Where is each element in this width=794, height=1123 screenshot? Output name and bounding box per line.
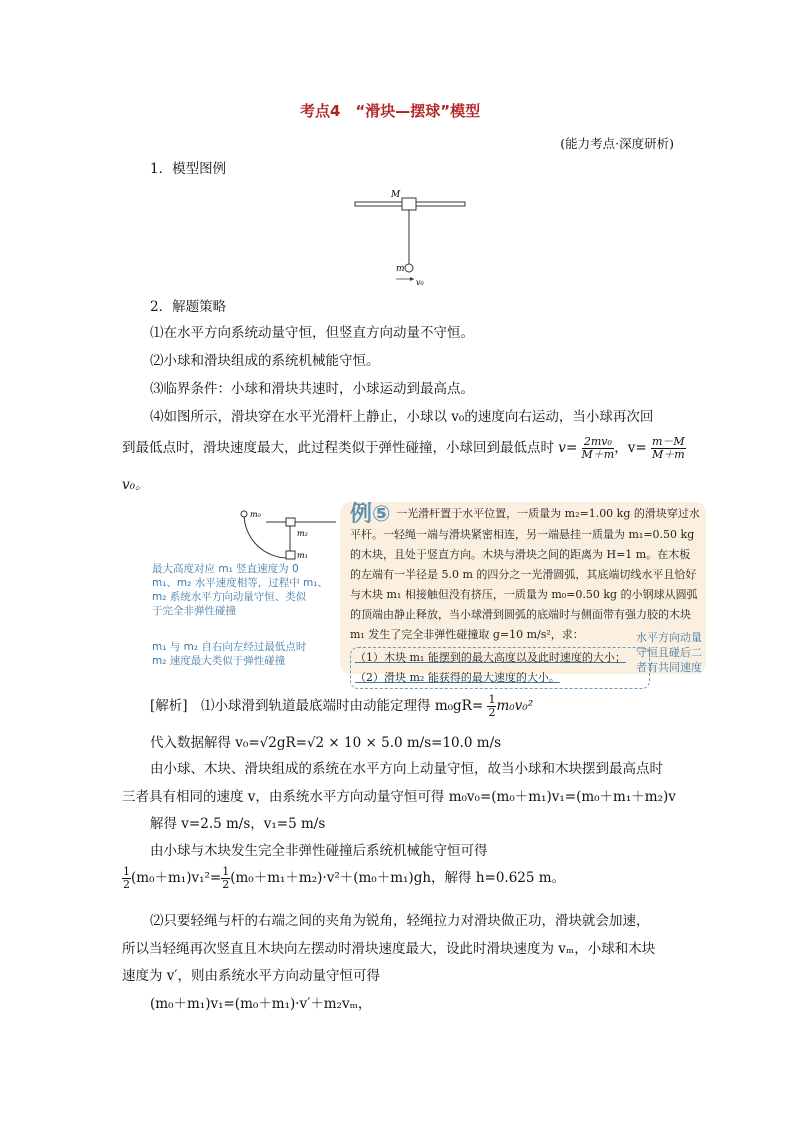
- solution-line-9: 所以当轻绳再次竖直且木块向左摆动时滑块速度最大，设此时滑块速度为 vₘ，小球和木块: [122, 941, 656, 957]
- strategy-4-text: 到最低点时，滑块速度最大，此过程类似于弹性碰撞，小球回到最低点时: [122, 440, 559, 456]
- section-model-figure: 1．模型图例: [150, 161, 227, 177]
- solution-line-11: (m₀＋m₁)v₁=(m₀＋m₁)·v′＋m₂vₘ，: [150, 996, 372, 1012]
- strategy-1: ⑴在水平方向系统动量守恒，但竖直方向动量不守恒。: [150, 325, 474, 341]
- solution-line-7: $\frac{1}{2}$ (m₀＋m₁)v₁²= $\frac{1}{2}$ (m₀＋m₁＋m₂)·v²＋(m₀＋m₁)gh，解得 h=0.625 m。: [123, 865, 566, 891]
- handwritten-note-3: 水平方向动量 守恒且碰后二 者有共同速度: [636, 631, 702, 674]
- solution-line-2: 代入数据解得 v₀=√2gR=√2 × 10 × 5.0 m/s=10.0 m/s: [150, 735, 502, 751]
- handwritten-note-1: 最大高度对应 m₁ 竖直速度为 0 m₁、m₂ 水平速度相等，过程中 m₁、 m₂ 系统水平方向动量守恒、类似 于完全非弹性碰撞: [152, 563, 328, 617]
- example-question-2: （2）滑块 m₂ 能获得的最大速度的大小。: [355, 671, 560, 684]
- strategy-4-line3: v₀。: [122, 477, 149, 493]
- difficulty-note: (能力考点·深度研析): [560, 136, 674, 151]
- strategy-3: ⑶临界条件：小球和滑块共速时，小球运动到最高点。: [150, 381, 474, 397]
- label-m1: m₁: [297, 551, 308, 560]
- fraction-half: $\frac{1}{2}$: [123, 865, 130, 891]
- model-figure: [350, 186, 470, 290]
- fraction-vM: $\frac{\text{2mv₀}}{M+m}$: [581, 435, 615, 461]
- label-v0: v₀: [416, 278, 424, 287]
- solution-line-5: 解得 v=2.5 m/s，v₁=5 m/s: [150, 816, 326, 832]
- strategy-4-line1: ⑷如图所示，滑块穿在水平光滑杆上静止，小球以 v₀的速度向右运动，当小球再次回: [150, 409, 654, 425]
- solution-line-3: 由小球、木块、滑块组成的系统在水平方向上动量守恒，故当小球和木块摆到最高点时: [150, 761, 663, 777]
- equals-sign: =: [635, 440, 647, 456]
- label-m0: m₀: [250, 510, 261, 519]
- fraction-vm: $\frac{m-M}{M+m}$: [652, 435, 685, 461]
- label-M: M: [391, 190, 401, 200]
- handwritten-note-2: m₁ 与 m₂ 自右向左经过最低点时 m₂ 速度最大类似于弹性碰撞: [152, 641, 307, 667]
- solution-line-1: [解析] ⑴小球滑到轨道最底端时由动能定理得 m₀gR= $\frac{1}{2}$ m₀v₀²: [150, 693, 534, 719]
- fraction-half: $\frac{1}{2}$: [222, 865, 230, 891]
- page-title: 考点4 “滑块—摆球”模型: [300, 102, 481, 120]
- solution-line-8: ⑵只要轻绳与杆的右端之间的夹角为锐角，轻绳拉力对滑块做正功，滑块就会加速，: [150, 913, 650, 929]
- separator: ，v: [614, 440, 636, 456]
- equals-sign: =: [565, 440, 578, 456]
- solution-line-4: 三者具有相同的速度 v，由系统水平方向动量守恒可得 m₀v₀=(m₀＋m₁)v₁=(m₀＋m₁＋m₂)v: [122, 789, 676, 805]
- var-vM: v: [558, 440, 566, 456]
- fraction-half: $\frac{1}{2}$: [488, 693, 496, 719]
- example-questions: [350, 647, 650, 689]
- example-text: 一光滑杆置于水平位置，一质量为 m₂=1.00 kg 的滑块穿过水平杆。一轻绳一端与滑块紧密相连，另一端悬挂一质量为 m₁=0.50 kg 的木块，且处于竖直方向。木块与滑块之间的距离为 H=1 m。在木板的左端有一半径是 5.0 m 的四分之一光滑圆弧，其底端切线水平且恰好与木块 m₁ 相接触但没有挤压，一质量为 m₀=0.50 kg 的小钢球从圆弧的顶端由静止释放，当小球滑到圆弧的底端时与侧面带有强力胶的木块 m₁ 发生了完全非弹性碰撞取 g=10 m/s²，求：: [350, 507, 700, 641]
- strategy-2: ⑵小球和滑块组成的系统机械能守恒。: [150, 353, 380, 369]
- strategy-4-line2: [122, 436, 686, 461]
- example-label: 例⑤: [350, 502, 391, 527]
- label-m: m: [396, 264, 405, 274]
- solution-line-10: 速度为 v′，则由系统水平方向动量守恒可得: [122, 968, 380, 984]
- example-question-1: （1）木块 m₁ 能摆到的最大高度以及此时速度的大小；: [355, 651, 626, 664]
- section-strategy: 2．解题策略: [150, 299, 227, 315]
- solution-line-6: 由小球与木块发生完全非弹性碰撞后系统机械能守恒可得: [150, 843, 488, 859]
- label-m2: m₂: [297, 529, 308, 538]
